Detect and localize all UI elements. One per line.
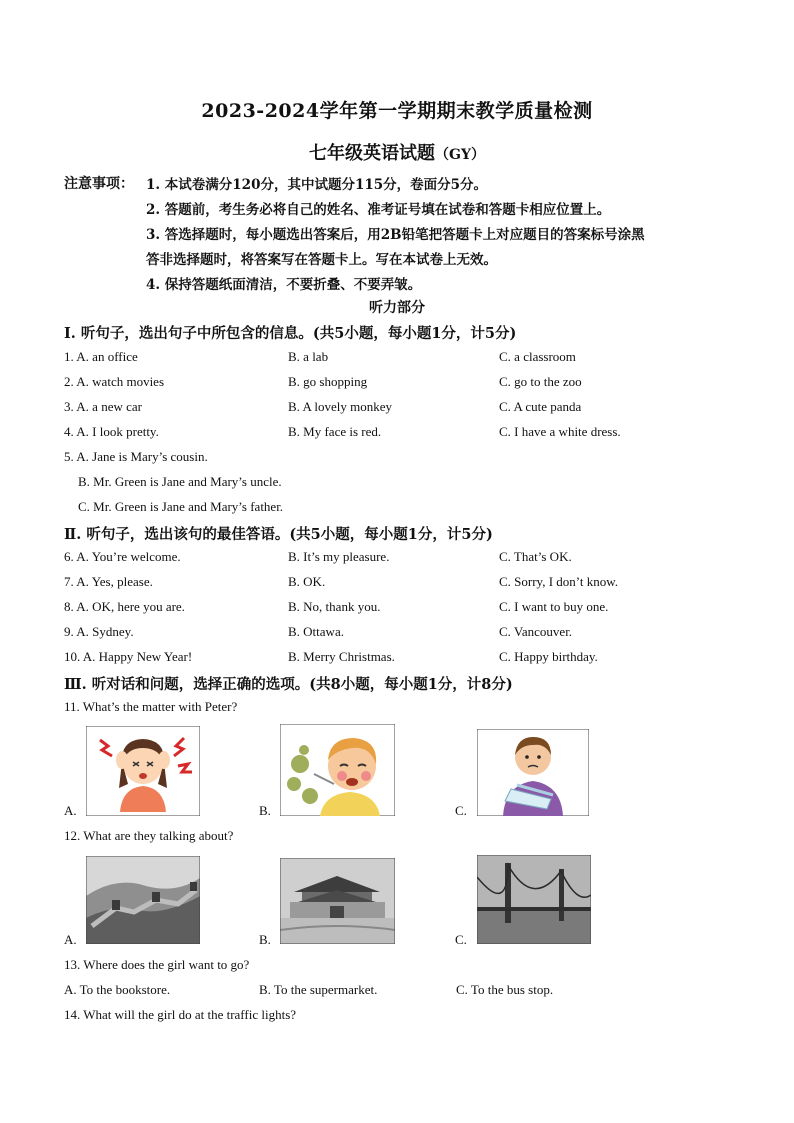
option-a: 10. A. Happy New Year! xyxy=(64,649,193,664)
question-row xyxy=(64,982,744,1002)
question-row xyxy=(64,574,744,594)
note-3: 3. 答选择题时，每小题选出答案后，用2B铅笔把答题卡上对应题目的答案标号涂黑 xyxy=(146,227,645,243)
question-row xyxy=(64,649,744,669)
option-a: 8. A. OK, here you are. xyxy=(64,599,185,614)
option-b: B. a lab xyxy=(288,349,329,364)
great-wall-photo xyxy=(86,856,200,944)
q11-label-b: B. xyxy=(259,803,271,818)
question-row xyxy=(64,599,744,619)
q12-question: 12. What are they talking about? xyxy=(64,828,234,843)
option-c: C. To the bus stop. xyxy=(456,982,554,997)
option-c: C. Vancouver. xyxy=(499,624,573,639)
option-a: 9. A. Sydney. xyxy=(64,624,134,639)
q11-label-a: A. xyxy=(64,803,77,818)
q11-label-c: C. xyxy=(455,803,467,818)
question-row xyxy=(64,399,744,419)
option-c: C. I have a white dress. xyxy=(499,424,621,439)
option-c: C. a classroom xyxy=(499,349,576,364)
question-row xyxy=(64,549,744,569)
option-c: C. I want to buy one. xyxy=(499,599,609,614)
q14-question: 14. What will the girl do at the traffic lights? xyxy=(64,1007,297,1022)
note-1: 1. 本试卷满分120分，其中试题分115分，卷面分5分。 xyxy=(146,177,488,193)
q5-option-a: 5. A. Jane is Mary’s cousin. xyxy=(64,449,208,464)
option-c: C. go to the zoo xyxy=(499,374,582,389)
q12-label-b: B. xyxy=(259,932,271,947)
headache-girl-illustration xyxy=(86,726,200,816)
listening-part-title: 听力部分 xyxy=(369,300,425,316)
q5-option-c: C. Mr. Green is Jane and Mary’s father. xyxy=(78,499,284,514)
note-2: 2. 答题前，考生务必将自己的姓名、准考证号填在试卷和答题卡相应位置上。 xyxy=(146,202,611,218)
option-b: B. My face is red. xyxy=(288,424,382,439)
q11-question: 11. What’s the matter with Peter? xyxy=(64,699,238,714)
golden-gate-bridge-photo xyxy=(477,855,591,944)
option-c: C. Sorry, I don’t know. xyxy=(499,574,619,589)
question-row xyxy=(64,374,744,394)
q12-label-c: C. xyxy=(455,932,467,947)
q13-question: 13. Where does the girl want to go? xyxy=(64,957,250,972)
option-a: A. To the bookstore. xyxy=(64,982,171,997)
option-a: 1. A. an office xyxy=(64,349,138,364)
q5-option-b: B. Mr. Green is Jane and Mary’s uncle. xyxy=(78,474,282,489)
option-b: B. OK. xyxy=(288,574,326,589)
exam-subtitle xyxy=(0,139,794,165)
option-b: B. No, thank you. xyxy=(288,599,381,614)
option-a: 2. A. watch movies xyxy=(64,374,165,389)
note-4: 4. 保持答题纸面清洁，不要折叠、不要弄皱。 xyxy=(146,277,422,293)
option-a: 3. A. a new car xyxy=(64,399,142,414)
option-c: C. A cute panda xyxy=(499,399,582,414)
exam-title: 2023-2024学年第一学期期末教学质量检测 xyxy=(201,100,593,122)
option-b: B. Ottawa. xyxy=(288,624,344,639)
section-1-heading: Ⅰ. 听句子，选出句子中所包含的信息。(共5小题，每小题1分，计5分) xyxy=(64,325,517,342)
option-b: B. To the supermarket. xyxy=(259,982,378,997)
section-3-heading: Ⅲ. 听对话和问题，选择正确的选项。(共8小题，每小题1分，计8分) xyxy=(64,676,513,693)
section-2-heading: Ⅱ. 听句子，选出该句的最佳答语。(共5小题，每小题1分，计5分) xyxy=(64,526,493,543)
option-a: 7. A. Yes, please. xyxy=(64,574,153,589)
arm-sling-boy-illustration xyxy=(477,729,589,816)
question-row xyxy=(64,624,744,644)
forbidden-city-photo xyxy=(280,858,395,944)
subtitle-code: （GY） xyxy=(435,147,485,163)
option-b: B. Merry Christmas. xyxy=(288,649,395,664)
option-c: C. Happy birthday. xyxy=(499,649,598,664)
question-row xyxy=(64,349,744,369)
subtitle-text: 七年级英语试题 xyxy=(309,143,436,164)
note-3-cont: 答非选择题时，将答案写在答题卡上。写在本试卷上无效。 xyxy=(146,252,497,268)
q12-label-a: A. xyxy=(64,932,77,947)
option-b: B. A lovely monkey xyxy=(288,399,392,414)
notes-label: 注意事项： xyxy=(64,176,134,192)
question-row xyxy=(64,424,744,444)
option-c: C. That’s OK. xyxy=(499,549,572,564)
option-b: B. go shopping xyxy=(288,374,368,389)
sick-boy-cough-illustration xyxy=(280,724,395,816)
option-b: B. It’s my pleasure. xyxy=(288,549,390,564)
option-a: 4. A. I look pretty. xyxy=(64,424,159,439)
option-a: 6. A. You’re welcome. xyxy=(64,549,181,564)
